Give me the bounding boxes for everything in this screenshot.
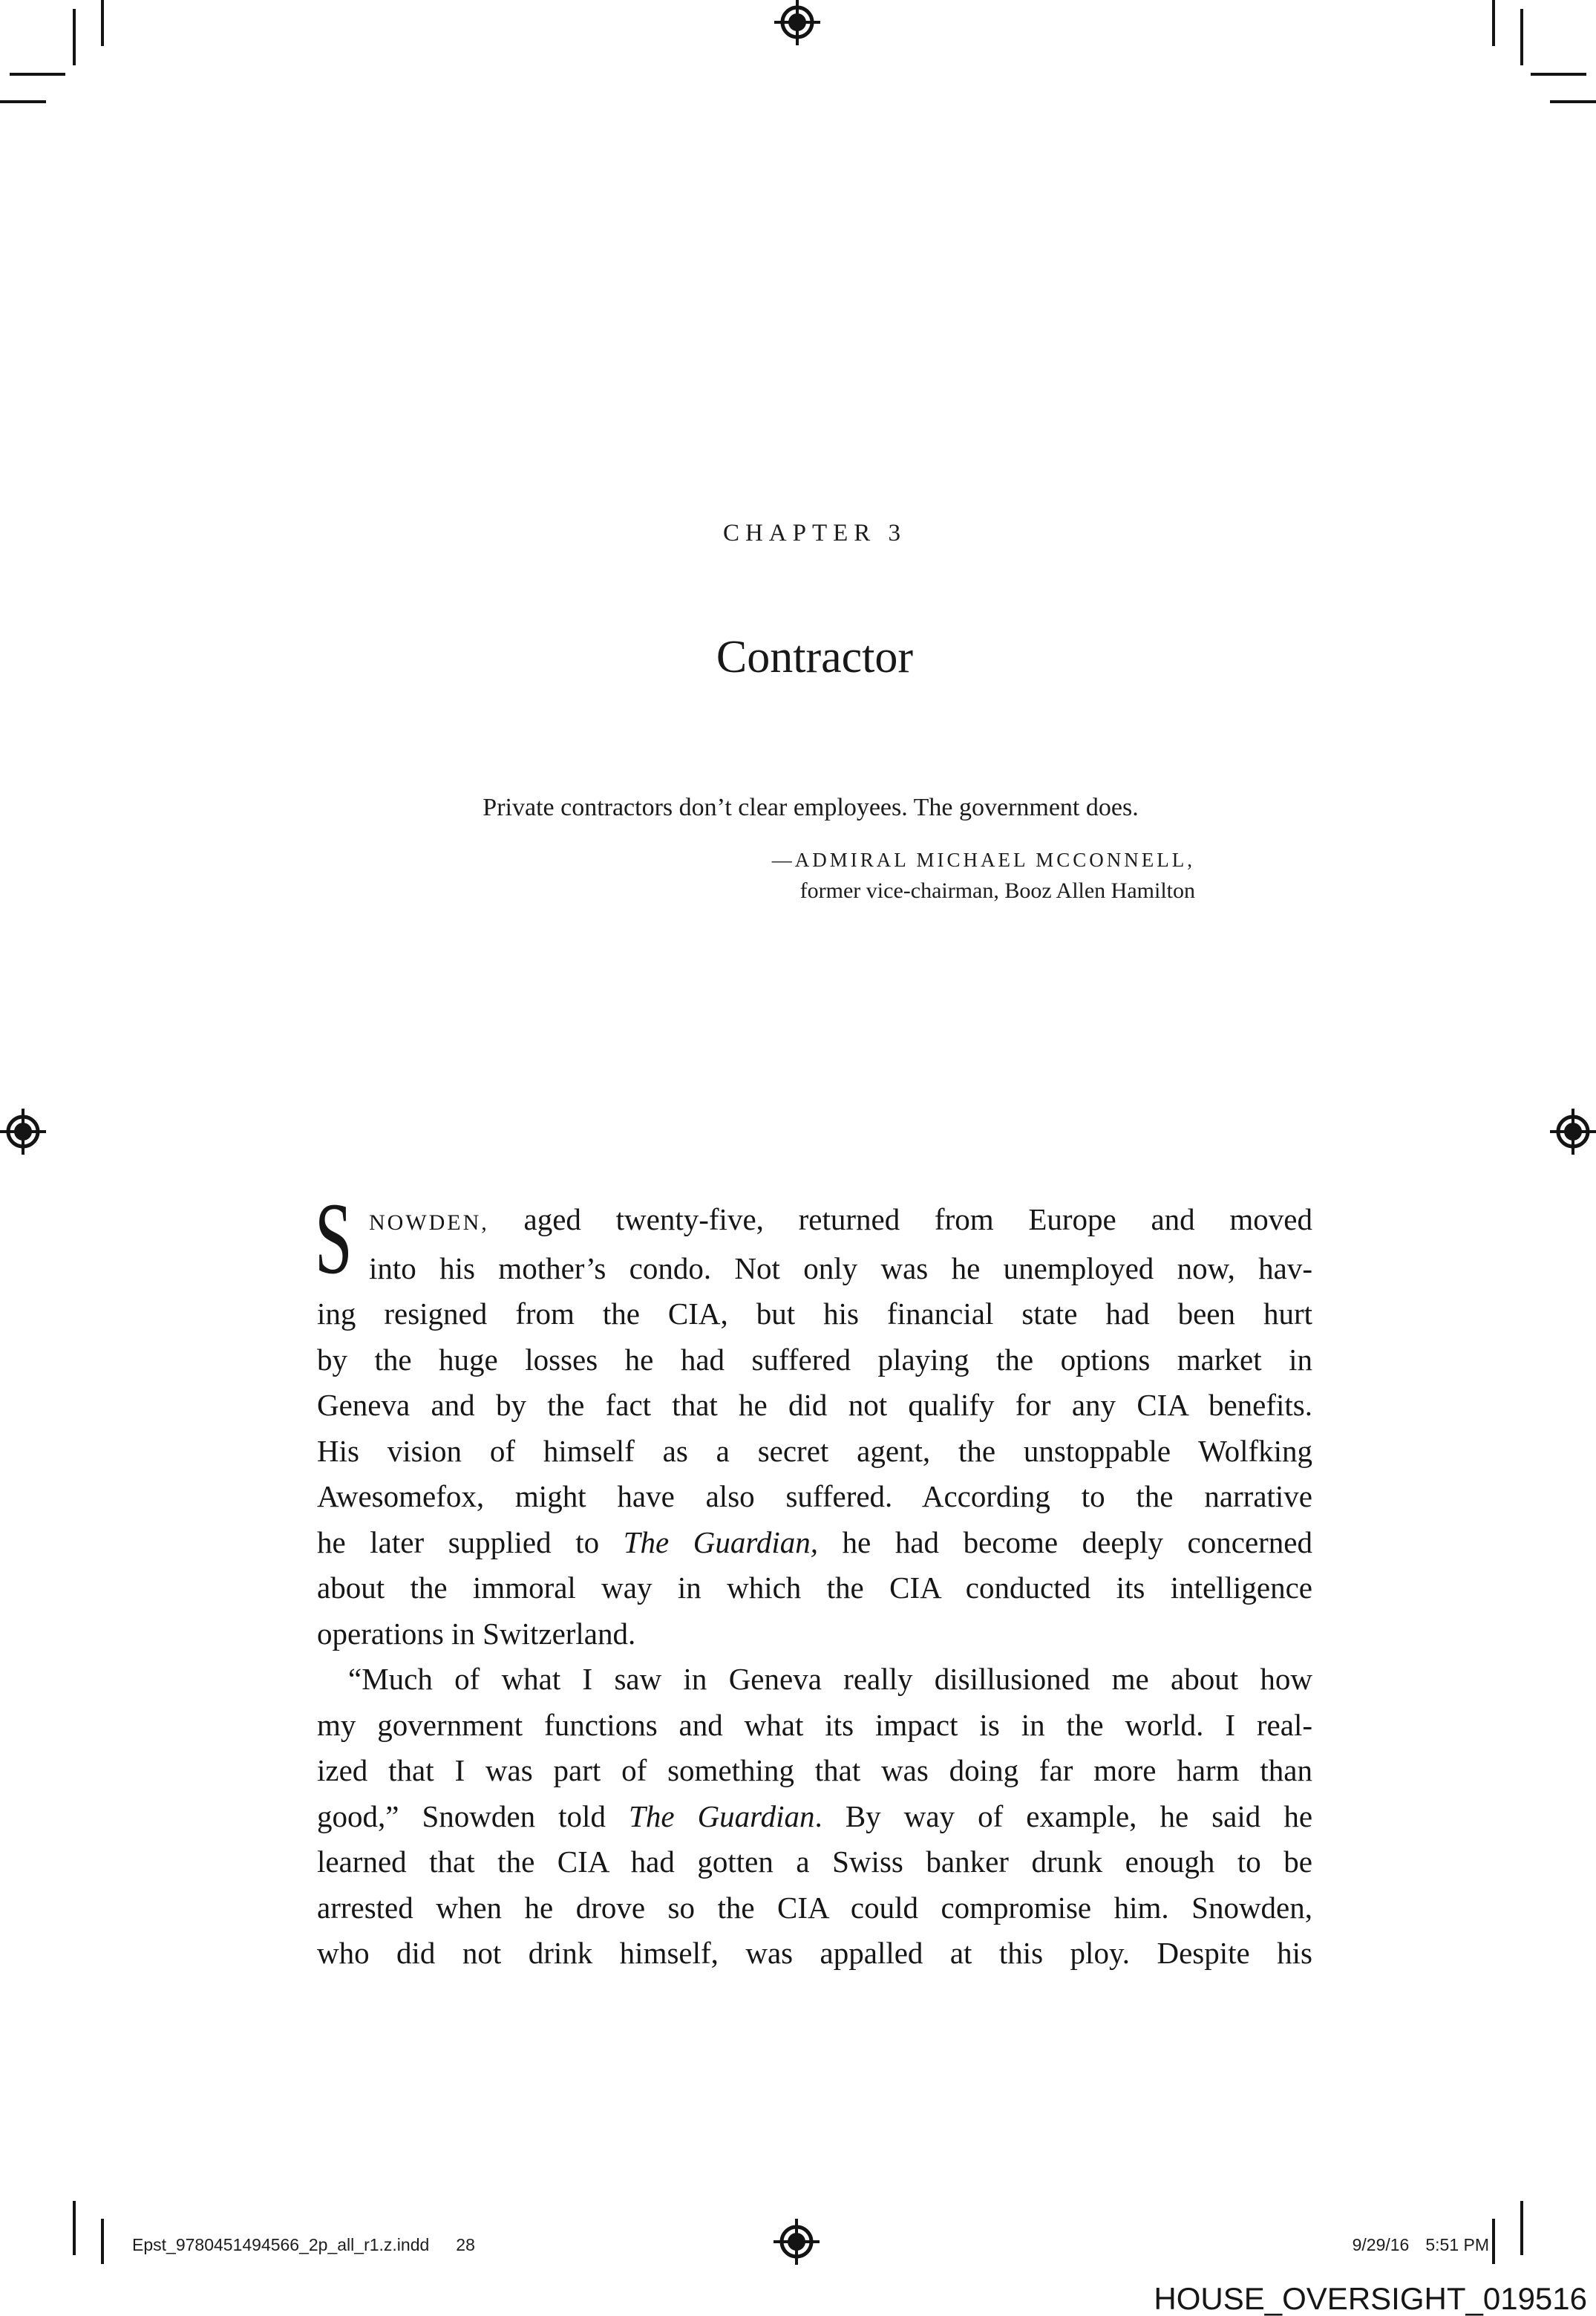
body-line: my government functions and what its impact is in the world. I real- [317,1707,1312,1742]
crop-mark [73,9,76,65]
epigraph-quote: Private contractors don’t clear employees. The government does. [483,794,1139,821]
body-line: “Much of what I saw in Geneva really disillusioned me about how [348,1662,1312,1696]
drop-cap: S [315,1181,353,1295]
body-line: ized that I was part of something that was doing far more harm than [317,1753,1312,1787]
registration-target-icon [774,0,820,45]
bates-watermark: HOUSE_OVERSIGHT_019516 [1154,2281,1587,2316]
crop-mark [1550,100,1596,103]
crop-mark [1520,9,1523,65]
body-line: good,” Snowden told The Guardian. By way of example, he said he [317,1798,1313,1833]
crop-mark [1531,73,1586,76]
chapter-title: Contractor [716,632,914,682]
footer-file-slug [132,2235,475,2255]
crop-mark [10,73,65,76]
crop-mark [0,100,46,103]
registration-target-icon [1550,1109,1596,1155]
body-line: into his mother’s condo. Not only was he unemployed now, hav- [369,1250,1312,1285]
body-line: who did not drink himself, was appalled at this ploy. Despite his [317,1936,1312,1970]
footer-timestamp [1353,2235,1489,2255]
body-line: Awesomefox, might have also suffered. According to the narrative [317,1479,1312,1513]
epigraph [426,793,1195,904]
crop-mark [1492,0,1495,46]
body-line: NOWDEN, aged twenty-five, returned from Europe and moved [369,1202,1312,1236]
body-line: Geneva and by the fact that he did not qualify for any CIA benefits. [317,1388,1312,1422]
crop-mark [1492,2219,1495,2264]
epigraph-attribution-role: former vice-chairman, Booz Allen Hamilton [799,878,1195,903]
body-line: ing resigned from the CIA, but his financial state had been hurt [317,1296,1312,1331]
body-text [317,1197,1312,1977]
body-line: His vision of himself as a secret agent, the unstoppable Wolfking [317,1433,1312,1468]
body-line: about the immoral way in which the CIA conducted its intelligence [317,1570,1312,1605]
body-line: he later supplied to The Guardian, he had become deeply concerned [317,1524,1312,1559]
body-line: by the huge losses he had suffered playing the options market in [317,1342,1312,1377]
footer-page-number: 28 [456,2235,475,2254]
crop-mark [1520,2201,1523,2255]
chapter-label: CHAPTER 3 [722,520,907,547]
body-line: operations in Switzerland. [317,1616,636,1651]
body-line: arrested when he drove so the CIA could compromise him. Snowden, [317,1890,1312,1925]
footer-time: 5:51 PM [1425,2235,1489,2254]
crop-mark [101,0,104,46]
crop-mark [73,2201,76,2255]
body-line: learned that the CIA had gotten a Swiss banker drunk enough to be [317,1844,1312,1879]
epigraph-attribution: —ADMIRAL MICHAEL MCCONNELL, [771,848,1195,871]
registration-target-icon [0,1109,46,1155]
footer-date: 9/29/16 [1352,2235,1410,2254]
crop-mark [101,2219,104,2264]
footer-file-name: Epst_9780451494566_2p_all_r1.z.indd [132,2235,430,2254]
registration-target-icon [774,2219,820,2265]
